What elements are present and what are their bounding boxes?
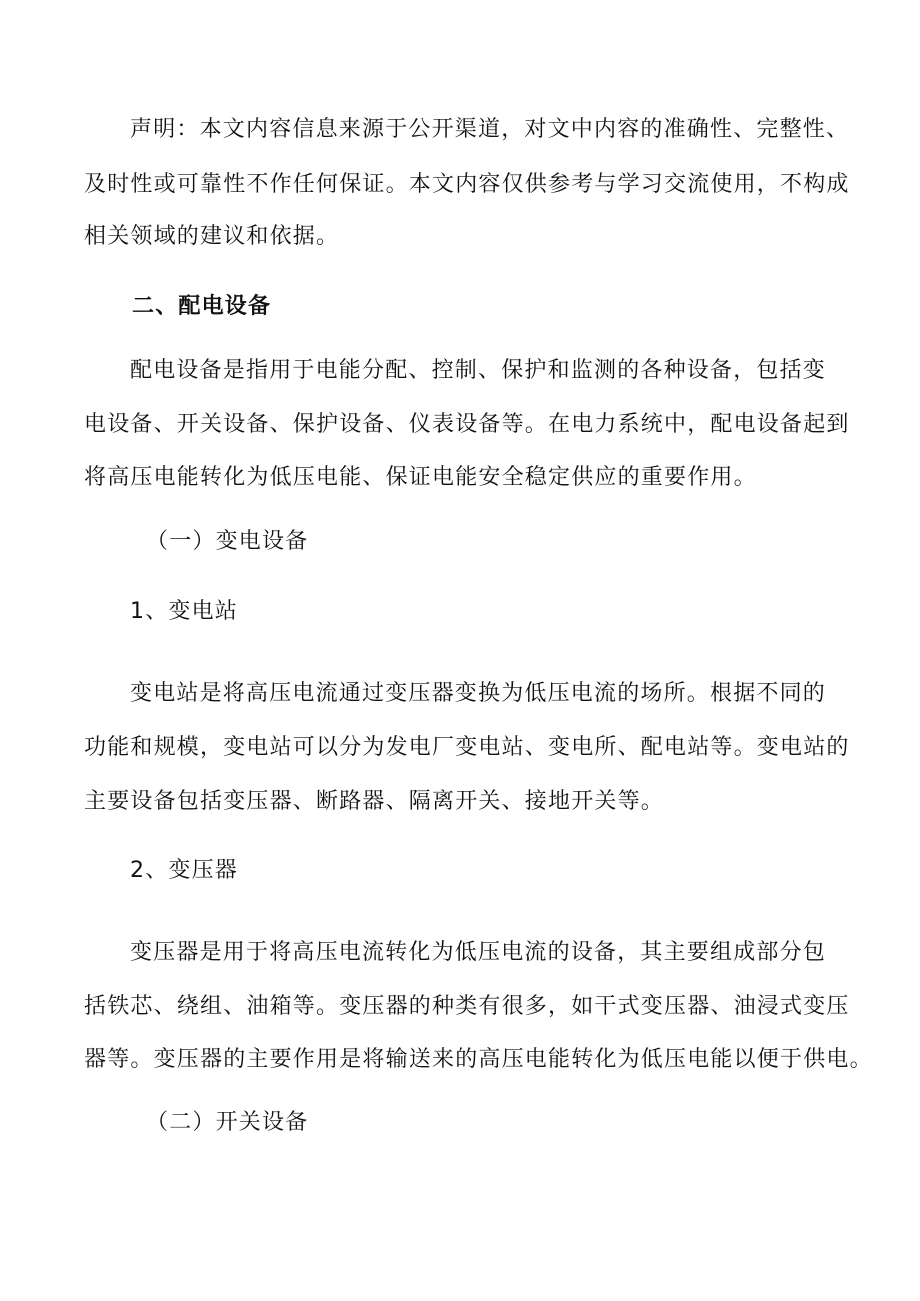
subsection-title-2: （二）开关设备 bbox=[146, 1110, 309, 1135]
item-2-line-2: 括铁芯、绕组、油箱等。变压器的种类有很多，如干式变压器、油浸式变压 bbox=[84, 994, 850, 1019]
item-2-line-3: 器等。变压器的主要作用是将输送来的高压电能转化为低压电能以便于供电。 bbox=[84, 1047, 873, 1072]
item-1-line-3: 主要设备包括变压器、断路器、隔离开关、接地开关等。 bbox=[84, 789, 665, 814]
subsection-title-1: （一）变电设备 bbox=[146, 529, 309, 554]
disclaimer-line-3: 相关领域的建议和依据。 bbox=[84, 224, 340, 249]
item-1-line-2: 功能和规模，变电站可以分为发电厂变电站、变电所、配电站等。变电站的 bbox=[84, 735, 850, 760]
intro-line-1: 配电设备是指用于电能分配、控制、保护和监测的各种设备，包括变 bbox=[130, 358, 827, 383]
disclaimer-line-1: 声明：本文内容信息来源于公开渠道，对文中内容的准确性、完整性、 bbox=[130, 117, 850, 142]
section-title: 二、配电设备 bbox=[132, 294, 272, 319]
item-title-2: 2、变压器 bbox=[130, 858, 238, 883]
item-1-line-1: 变电站是将高压电流通过变压器变换为低压电流的场所。根据不同的 bbox=[130, 681, 827, 706]
disclaimer-line-2: 及时性或可靠性不作任何保证。本文内容仅供参考与学习交流使用，不构成 bbox=[84, 172, 850, 197]
intro-line-2: 电设备、开关设备、保护设备、仪表设备等。在电力系统中，配电设备起到 bbox=[84, 412, 850, 437]
intro-line-3: 将高压电能转化为低压电能、保证电能安全稳定供应的重要作用。 bbox=[84, 465, 757, 490]
item-2-line-1: 变压器是用于将高压电流转化为低压电流的设备，其主要组成部分包 bbox=[130, 940, 827, 965]
item-title-1: 1、变电站 bbox=[130, 599, 238, 624]
